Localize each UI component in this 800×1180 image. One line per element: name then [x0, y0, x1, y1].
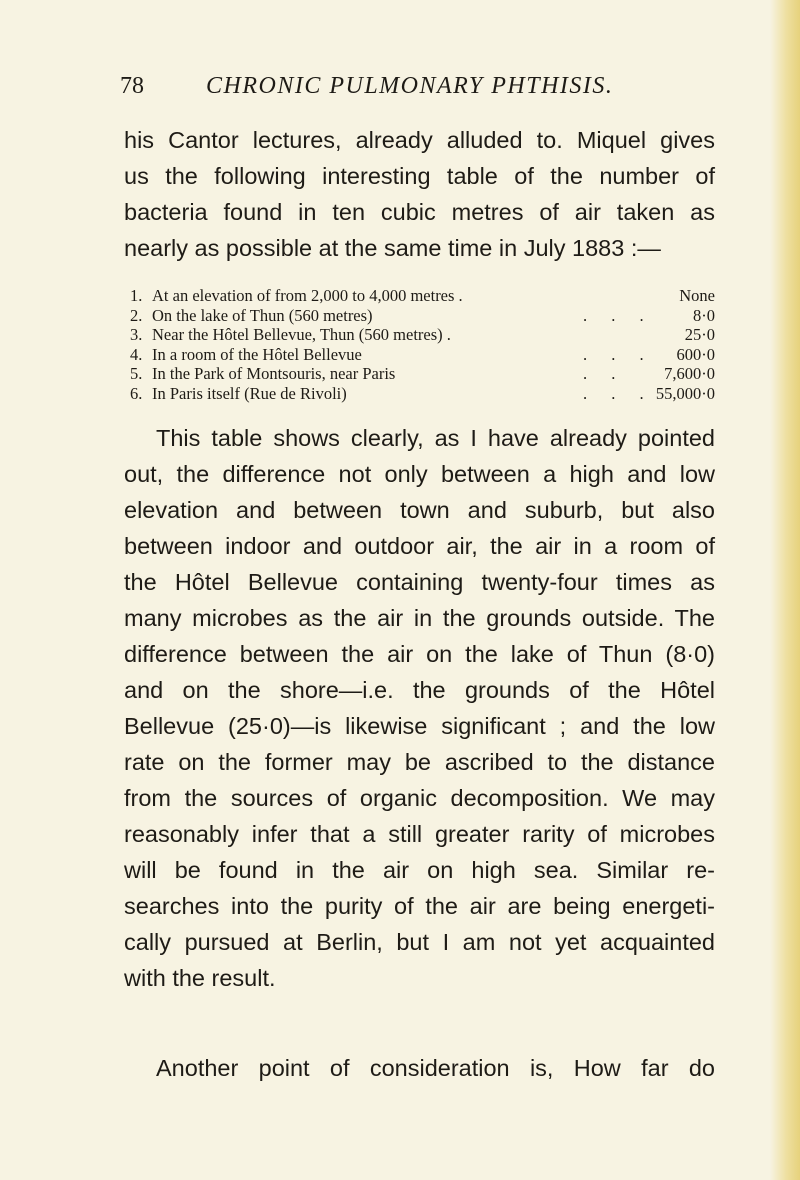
row-location: In Paris itself (Rue de Rivoli) [152, 383, 347, 403]
text-line: out, the difference not only between a high and low [124, 461, 715, 487]
intro-paragraph [124, 122, 715, 266]
page-edge-shading [770, 0, 800, 1180]
table-row [130, 384, 715, 404]
closing-paragraph [124, 1050, 715, 1086]
text-line: difference between the air on the lake of Thun (8·0) [124, 641, 715, 667]
table-row [130, 286, 715, 306]
table-row [130, 364, 715, 384]
table-row [130, 325, 715, 345]
row-number: 5. [130, 364, 143, 383]
text-line: from the sources of organic decomposition. We may [124, 785, 715, 811]
text-line: Another point of consideration is, How far do [156, 1055, 715, 1081]
row-leader: . . . [583, 383, 654, 403]
page-header [120, 66, 680, 106]
page-number: 78 [120, 73, 144, 99]
text-line: and on the shore—i.e. the grounds of the Hôtel [124, 677, 715, 703]
row-leader: . . [583, 364, 626, 383]
text-line: cally pursued at Berlin, but I am not yet acquainted [124, 929, 715, 955]
row-number: 1. [130, 286, 143, 305]
row-leader: . . . [583, 344, 654, 364]
row-value: 7,600·0 [664, 364, 715, 383]
row-location: In a room of the Hôtel Bellevue [152, 344, 362, 364]
row-location: On the lake of Thun (560 metres) [152, 305, 373, 325]
text-line: This table shows clearly, as I have already pointed [156, 425, 715, 451]
text-line: with the result. [124, 965, 276, 991]
text-line: the Hôtel Bellevue containing twenty-four times as [124, 569, 715, 595]
text-line: reasonably infer that a still greater rarity of microbes [124, 821, 715, 847]
row-value: 8·0 [693, 305, 715, 325]
row-number: 3. [130, 325, 143, 344]
text-line: between indoor and outdoor air, the air in a room of [124, 533, 715, 559]
row-leader: . . . [583, 305, 654, 325]
text-line: nearly as possible at the same time in July 1883 :— [124, 235, 661, 261]
row-value: None [679, 286, 715, 305]
table-row [130, 345, 715, 365]
text-line: bacteria found in ten cubic metres of air taken as [124, 199, 715, 225]
row-value: 25·0 [684, 325, 715, 344]
row-location: Near the Hôtel Bellevue, Thun (560 metres) . [152, 325, 451, 344]
row-number: 6. [130, 383, 143, 403]
running-title: CHRONIC PULMONARY PHTHISIS. [206, 73, 614, 99]
text-line: will be found in the air on high sea. Similar re- [124, 857, 715, 883]
row-location: At an elevation of from 2,000 to 4,000 metres . [152, 286, 463, 305]
row-number: 4. [130, 344, 143, 364]
text-line: Bellevue (25·0)—is likewise significant ; and the low [124, 713, 715, 739]
row-value: 55,000·0 [655, 383, 715, 403]
row-number: 2. [130, 305, 143, 325]
row-location: In the Park of Montsouris, near Paris [152, 364, 396, 383]
text-line: many microbes as the air in the grounds outside. The [124, 605, 715, 631]
bacteria-count-table [130, 286, 715, 403]
text-line: elevation and between town and suburb, but also [124, 497, 715, 523]
text-line: his Cantor lectures, already alluded to. Miquel gives [124, 127, 715, 153]
table-row [130, 306, 715, 326]
discussion-paragraph [124, 420, 715, 996]
text-line: rate on the former may be ascribed to the distance [124, 749, 715, 775]
text-line: us the following interesting table of the number of [124, 163, 715, 189]
text-line: searches into the purity of the air are being energeti- [124, 893, 715, 919]
row-value: 600·0 [676, 344, 715, 364]
